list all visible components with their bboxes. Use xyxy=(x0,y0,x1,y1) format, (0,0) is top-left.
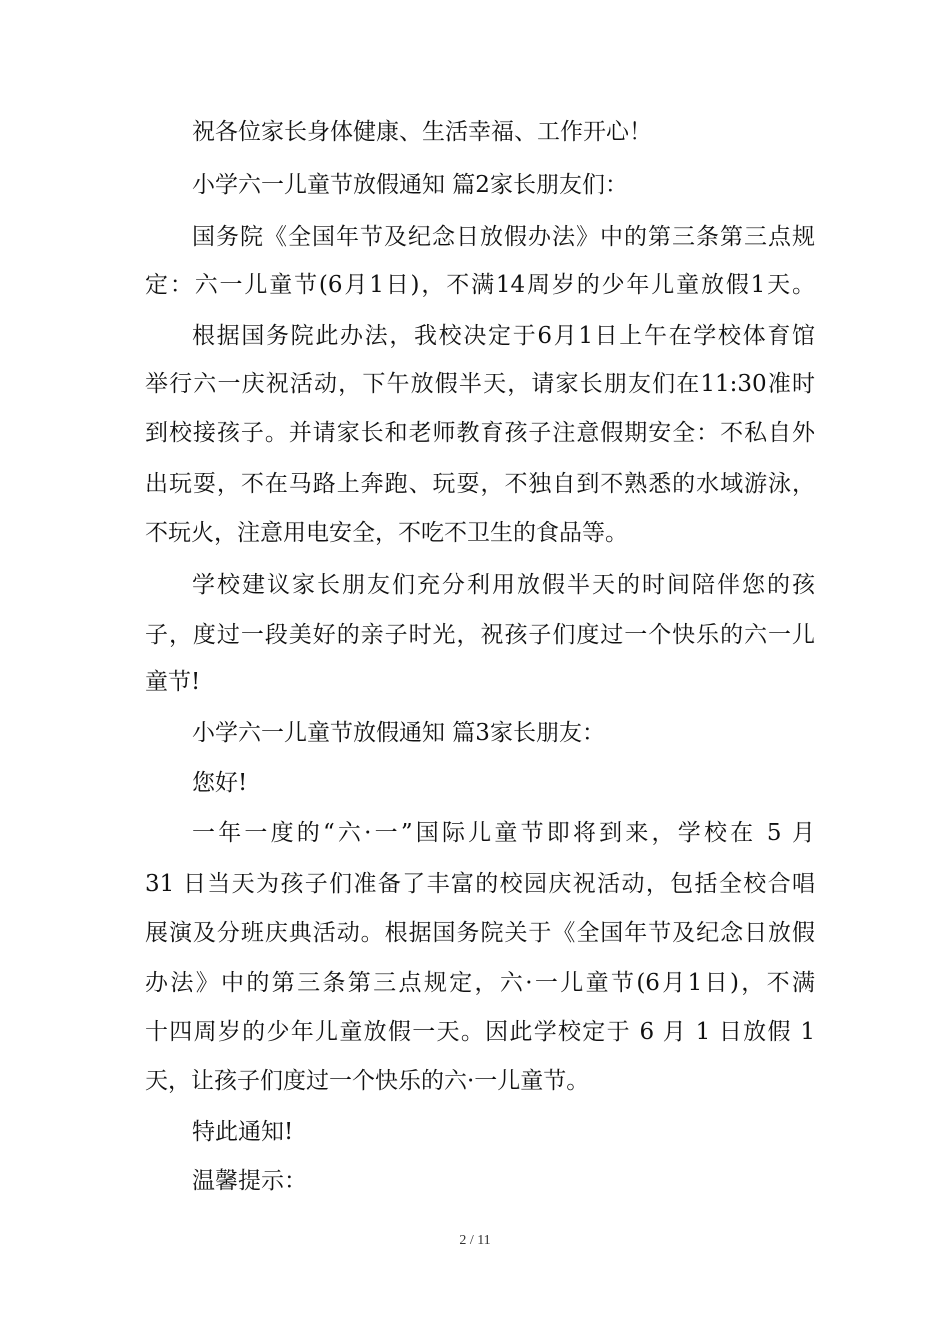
greeting: 您好! xyxy=(192,770,248,796)
paragraph-line: 不玩火，注意用电安全，不吃不卫生的食品等。 xyxy=(145,520,628,546)
paragraph-line: 办法》中的第三条第三点规定，六·一儿童节(6月1日)，不满 xyxy=(145,970,815,996)
paragraph-line: 31 日当天为孩子们准备了丰富的校园庆祝活动，包括全校合唱 xyxy=(145,871,815,897)
paragraph-line: 定：六一儿童节(6月1日)，不满14周岁的少年儿童放假1天。 xyxy=(145,272,815,298)
closing-notice: 特此通知! xyxy=(192,1119,294,1145)
paragraph-line: 天，让孩子们度过一个快乐的六·一儿童节。 xyxy=(145,1068,590,1094)
notice-2-heading: 小学六一儿童节放假通知 篇2家长朋友们： xyxy=(192,172,628,198)
paragraph-line: 学校建议家长朋友们充分利用放假半天的时间陪伴您的孩 xyxy=(192,572,815,598)
paragraph-line: 到校接孩子。并请家长和老师教育孩子注意假期安全：不私自外 xyxy=(145,420,815,446)
paragraph-line: 国务院《全国年节及纪念日放假办法》中的第三条第三点规 xyxy=(192,224,815,250)
closing-wish: 祝各位家长身体健康、生活幸福、工作开心！ xyxy=(192,119,652,145)
page-number: 2 / 11 xyxy=(459,1233,491,1248)
paragraph-line: 十四周岁的少年儿童放假一天。因此学校定于 6 月 1 日放假 1 xyxy=(145,1019,815,1045)
paragraph-line: 展演及分班庆典活动。根据国务院关于《全国年节及纪念日放假 xyxy=(145,920,815,946)
paragraph-line: 童节! xyxy=(145,669,201,695)
paragraph-line: 根据国务院此办法，我校决定于6月1日上午在学校体育馆 xyxy=(192,323,815,349)
paragraph-line: 一年一度的“六·一”国际儿童节即将到来，学校在 5 月 xyxy=(192,820,815,846)
paragraph-line: 子，度过一段美好的亲子时光，祝孩子们度过一个快乐的六一儿 xyxy=(145,622,815,648)
tips-heading: 温馨提示： xyxy=(192,1168,307,1194)
paragraph-line: 出玩耍，不在马路上奔跑、玩耍，不独自到不熟悉的水域游泳， xyxy=(145,471,815,497)
notice-3-heading: 小学六一儿童节放假通知 篇3家长朋友： xyxy=(192,720,605,746)
paragraph-line: 举行六一庆祝活动，下午放假半天，请家长朋友们在11:30准时 xyxy=(145,371,815,397)
